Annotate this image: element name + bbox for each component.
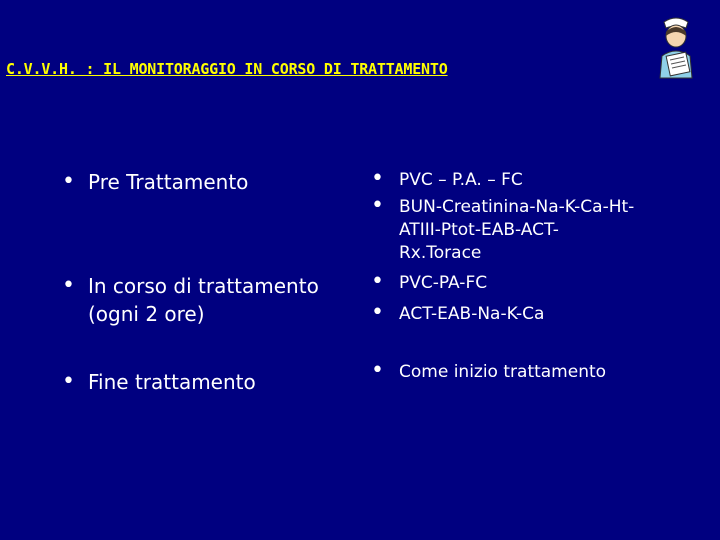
bullet: • <box>62 169 75 194</box>
bullet: • <box>371 300 384 325</box>
item-text: Pre Trattamento <box>88 170 249 194</box>
left-item-in-corso <box>62 272 319 328</box>
left-item-fine-trattamento <box>62 368 256 396</box>
item-text: PVC – P.A. – FC <box>399 170 523 190</box>
bullet: • <box>371 269 384 294</box>
bullet: • <box>62 273 75 298</box>
item-text: ACT-EAB-Na-K-Ca <box>399 304 545 324</box>
bullet: • <box>371 358 384 383</box>
left-item-pre-trattamento <box>62 168 249 196</box>
right-item-come-inizio <box>371 358 607 384</box>
slide-title: C.V.V.H. : IL MONITORAGGIO IN CORSO DI TRATTAMENTO <box>6 60 448 78</box>
right-item-pvc-pa-fc-2 <box>371 269 488 295</box>
bullet: • <box>371 166 384 191</box>
item-text: BUN-Creatinina-Na-K-Ca-Ht- <box>399 197 635 217</box>
bullet: • <box>62 369 75 394</box>
right-item-pvc-pa-fc <box>371 166 523 192</box>
item-text-line3: Rx.Torace <box>399 243 482 263</box>
item-text-line2: (ogni 2 ore) <box>88 302 205 326</box>
right-item-bun <box>371 193 635 265</box>
item-text-line2: ATIII-Ptot-EAB-ACT- <box>399 220 559 240</box>
item-text: Come inizio trattamento <box>399 362 607 382</box>
nurse-clipart-icon <box>648 14 704 80</box>
bullet: • <box>371 193 384 218</box>
item-text: Fine trattamento <box>88 370 256 394</box>
item-text: PVC-PA-FC <box>399 273 488 293</box>
right-item-act-eab <box>371 300 545 326</box>
item-text: In corso di trattamento <box>88 274 319 298</box>
